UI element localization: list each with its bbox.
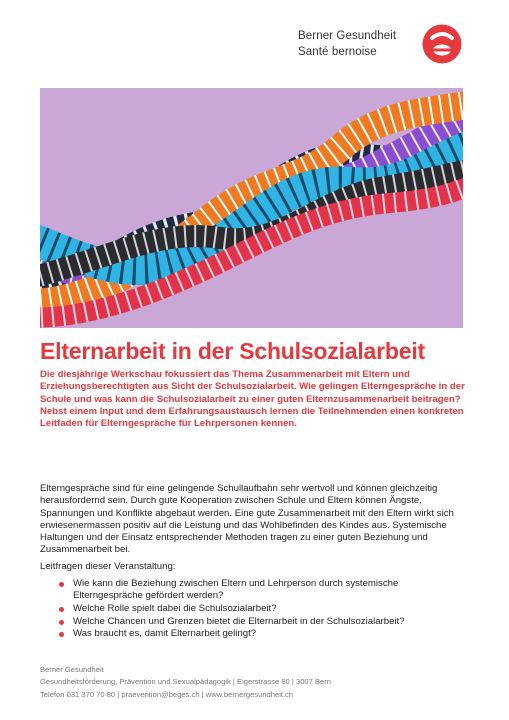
guiding-questions-heading: Leitfragen dieser Veranstaltung: bbox=[40, 561, 176, 572]
bullet-icon bbox=[59, 582, 64, 587]
lead-paragraph: Die diesjährige Werkschau fokussiert das Thema Zusammenarbeit mit Eltern und Erziehungsberechtigten aus Sicht der Schulsozialarbeit. Wie gelingen Elterngespräche in der Schule und was kann die Schulsozialarbeit zu einer guten Elternzusammenarbeit beitragen? Nebst einem Input und dem Erfahrungsaustausch lernen die Teilnehmenden einen konkreten Leitfaden für Elterngespräche für Lehrpersonen kennen. bbox=[40, 369, 465, 430]
list-item bbox=[40, 603, 470, 615]
list-item bbox=[40, 578, 470, 602]
bullet-icon bbox=[59, 632, 64, 637]
brand-name bbox=[298, 28, 396, 60]
question-text: Welche Chancen und Grenzen bietet die Elternarbeit in der Schulsozialarbeit? bbox=[73, 615, 405, 627]
bullet-icon bbox=[59, 620, 64, 625]
question-text: Welche Rolle spielt dabei die Schulsozialarbeit? bbox=[73, 602, 277, 614]
body-paragraph: Elterngespräche sind für eine gelingende Schullaufbahn sehr wertvoll und können gleichzeitig herausfordernd sein. Durch gute Kooperation zwischen Schule und Eltern können Ängste, Spannungen und Konflikte abgebaut werden. Eine gute Zusammenarbeit mit den Eltern wirkt sich erwiesenermassen positiv auf die Leistung und das Wohlbefinden des Kindes aus. Systemische Haltungen und der Einsatz entsprechender Methoden tragen zu einer guten Beziehung und Zusammenarbeit bei. bbox=[40, 483, 454, 556]
footer-contact: Telefon 031 370 70 80 | praevention@beges.ch | www.bernergesundheit.ch bbox=[40, 689, 294, 699]
list-item bbox=[40, 616, 470, 628]
question-text: Was braucht es, damit Elternarbeit gelingt? bbox=[73, 628, 257, 640]
berner-gesundheit-logo bbox=[422, 24, 462, 64]
braided-ropes-illustration bbox=[40, 88, 463, 328]
footer-address: Gesundheitsförderung, Prävention und Sexualpädagogik | Eigerstrasse 80 | 3007 Bern bbox=[40, 677, 332, 687]
footer-org: Berner Gesundheit bbox=[40, 665, 104, 674]
bullet-icon bbox=[59, 607, 64, 612]
hero-image bbox=[40, 88, 463, 328]
question-text: Wie kann die Beziehung zwischen Eltern und Lehrperson durch systemische Elterngespräche gefördert werden? bbox=[73, 578, 399, 602]
page-title: Elternarbeit in der Schulsozialarbeit bbox=[40, 338, 425, 364]
footer bbox=[40, 664, 480, 701]
list-item bbox=[40, 628, 470, 640]
brand-name-fr: Santé bernoise bbox=[298, 46, 377, 58]
brand-name-de: Berner Gesundheit bbox=[298, 30, 397, 42]
guiding-questions-list bbox=[40, 578, 470, 641]
